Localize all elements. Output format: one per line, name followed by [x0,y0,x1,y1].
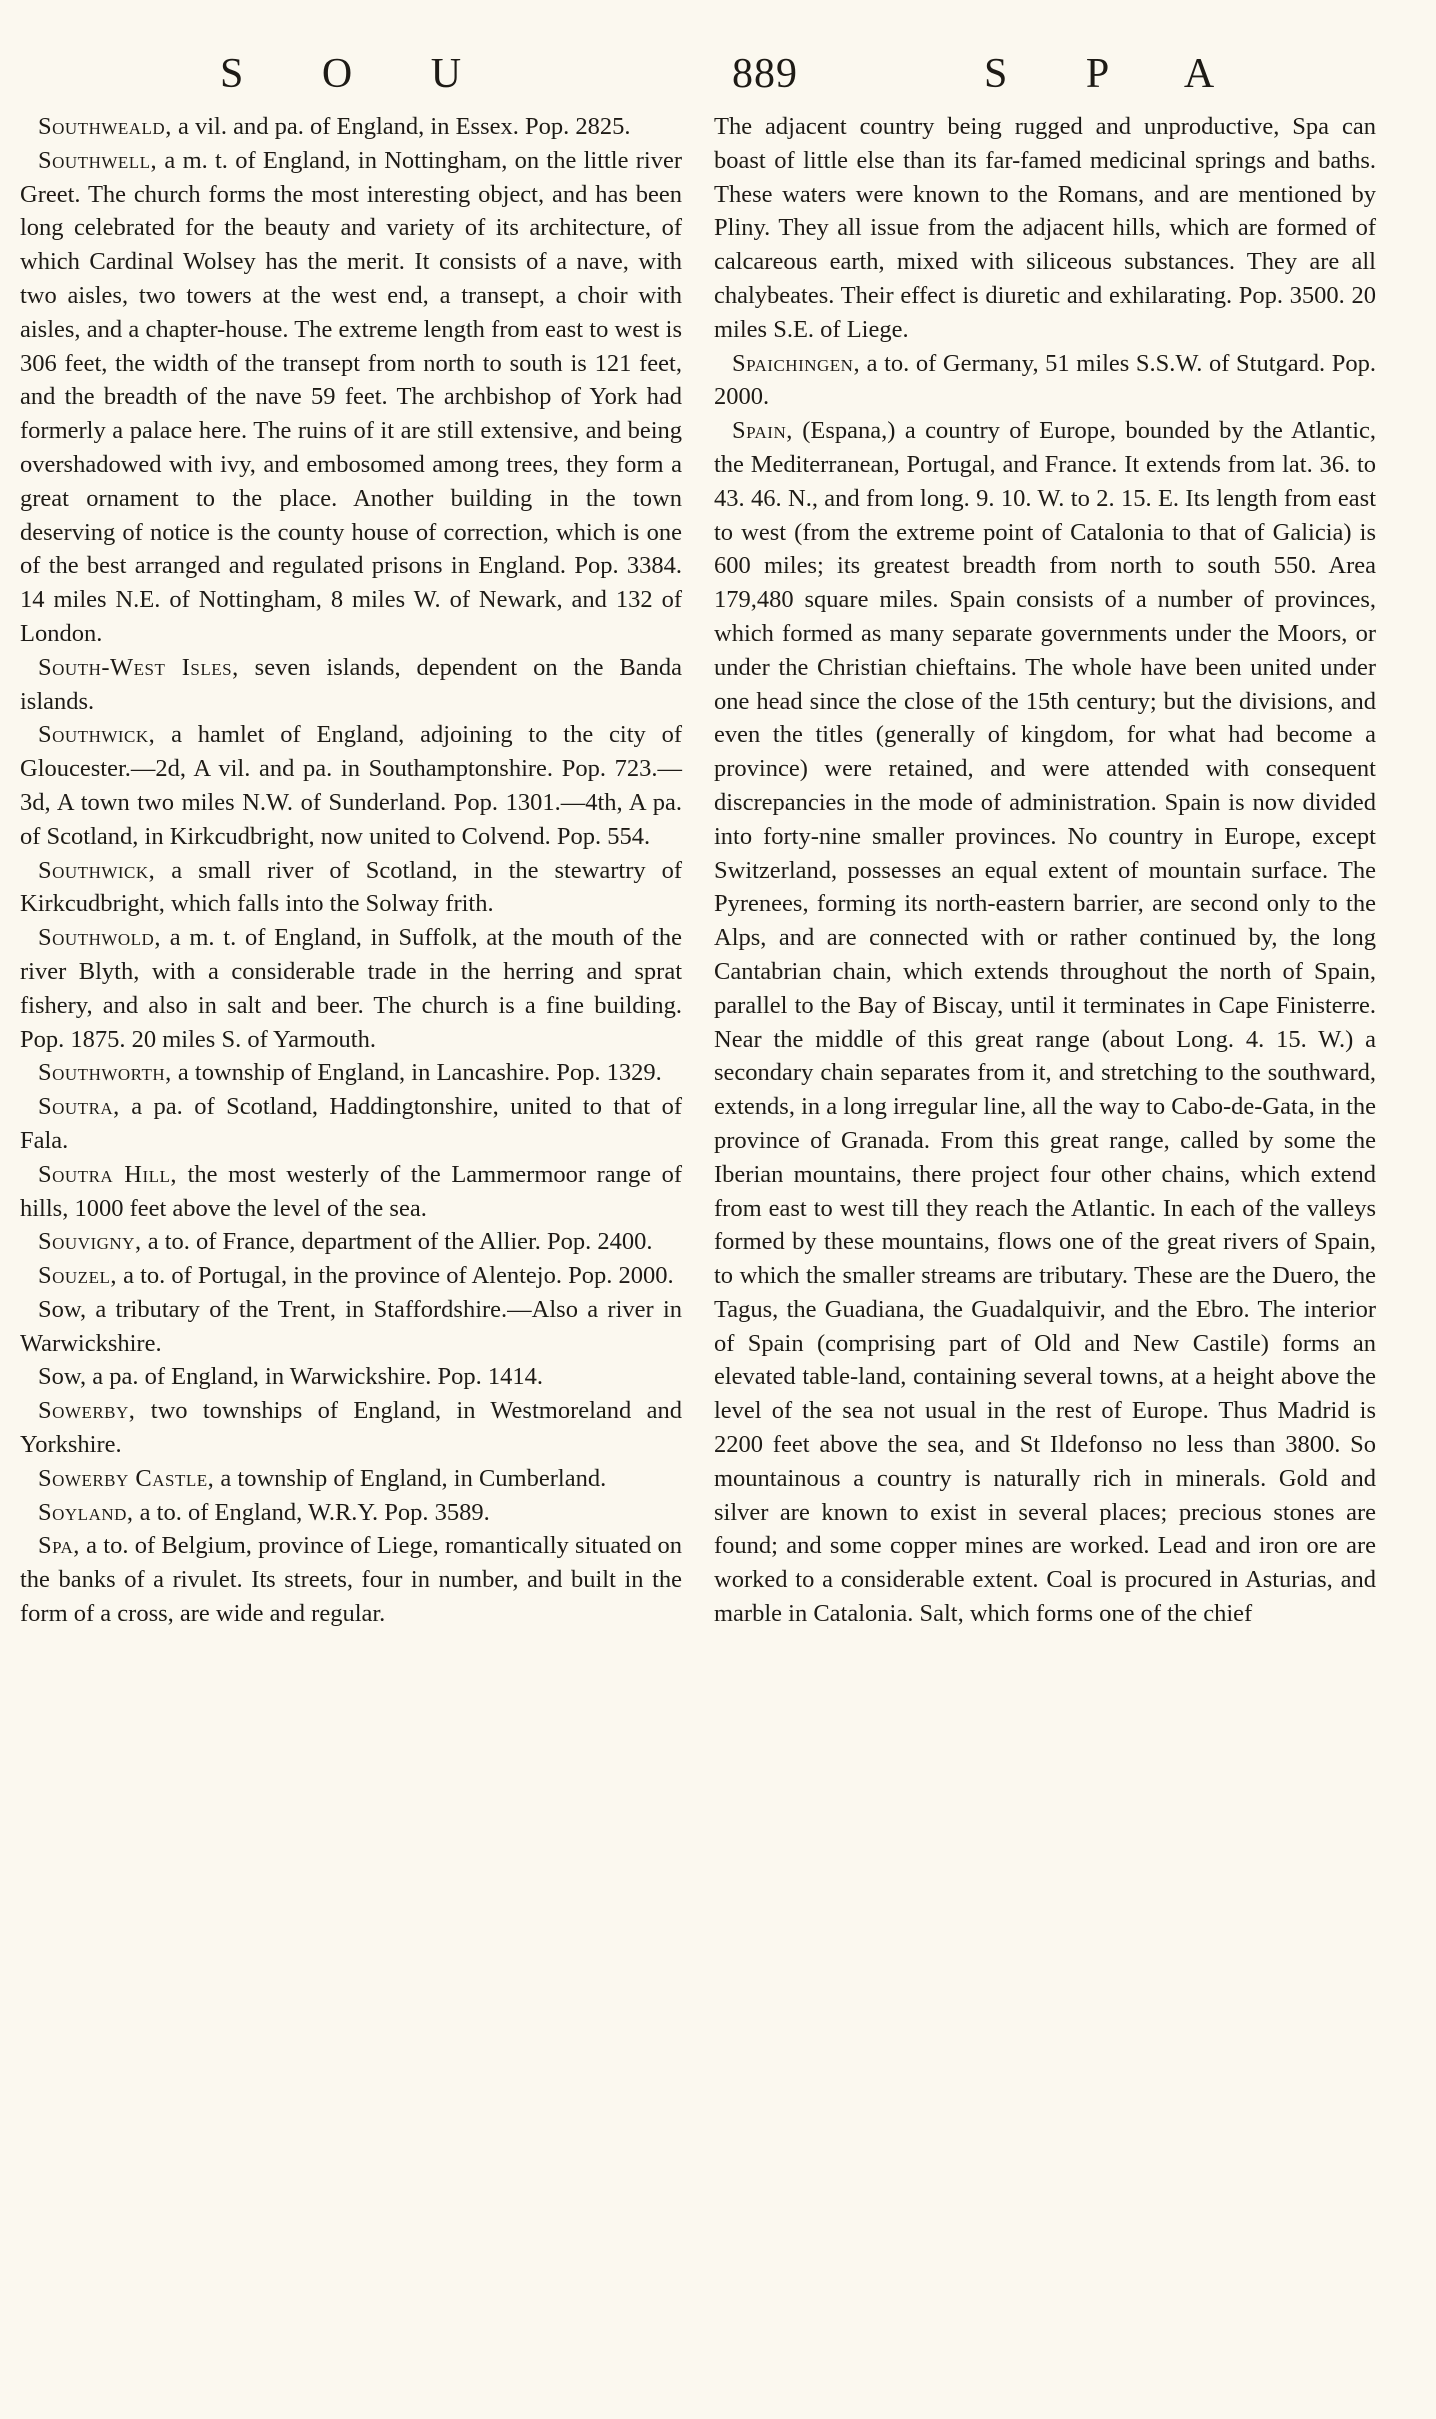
dictionary-entry [20,1496,682,1530]
entry-headword: South-West Isles, [38,653,239,681]
entry-text: a to. of Portugal, in the province of Alentejo. Pop. 2000. [116,1262,674,1290]
entry-headword: Soyland, [38,1498,134,1526]
dictionary-entry [20,854,682,922]
entry-headword: Southwick, [38,721,156,749]
entry-text: a small river of Scotland, in the stewartry of Kirkcudbright, which falls into the Solway frith. [20,856,682,918]
entry-text: two townships of England, in Westmoreland and Yorkshire. [20,1397,682,1459]
dictionary-entry [20,651,682,719]
entry-headword: Southwold, [38,924,161,952]
dictionary-entry [20,1529,682,1630]
dictionary-entry [20,1090,682,1158]
entry-text: the most westerly of the Lammermoor range of hills, 1000 feet above the level of the sea. [20,1160,682,1222]
entry-text: a township of England, in Cumberland. [214,1464,607,1492]
entry-text: a to. of France, department of the Allier. Pop. 2400. [141,1228,653,1256]
entry-text: Sow, a tributary of the Trent, in Staffordshire.—Also a river in Warwickshire. [20,1295,682,1357]
right-column [714,110,1376,1631]
running-head [72,50,1376,110]
entry-headword: Southwick, [38,856,156,884]
entry-text: a m. t. of England, in Suffolk, at the mouth of the river Blyth, with a considerable trade in the herring and sprat fishery, and also in salt and beer. The church is a fine building. Pop. 1875. 20 miles S. of Yarmouth. [20,924,682,1053]
entry-text: (Espana,) a country of Europe, bounded by the Atlantic, the Mediterranean, Portugal, and France. It extends from lat. 36. to 43. 46. N., and from long. 9. 10. W. to 2. 15. E. Its length from east to west (from the extreme point of Catalonia to that of Galicia) is 600 miles; its greatest breadth from north to south 550. Area 179,480 square miles. Spain consists of a number of provinces, which formed as many separate governments under the Moors, or under the Christian chieftains. The whole have been united under one head since the close of the 15th century; but the divisions, and even the titles (generally of kingdom, for what had become a province) were retained, and were attended with consequent discrepancies in the mode of administration. Spain is now divided into forty-nine smaller provinces. No country in Europe, except Switzerland, possesses an equal extent of mountain surface. The Pyrenees, forming its north-eastern barrier, are second only to the Alps, and are connected with or rather continued by, the long Cantabrian chain, which extends throughout the north of Spain, parallel to the Bay of Biscay, until it terminates in Cape Finisterre. Near the middle of this great range (about Long. 4. 15. W.) a secondary chain separates from it, and stretching to the southward, extends, in a long irregular line, all the way to Cabo-de-Gata, in the province of Granada. From this great range, called by some the Iberian mountains, there project four other chains, which extend from east to west till they reach the Atlantic. In each of the valleys formed by these mountains, flows one of the great rivers of Spain, to which the smaller streams are tributary. These are the Duero, the Tagus, the Guadiana, the Guadalquivir, and the Ebro. The interior of Spain (comprising part of Old and New Castile) forms an elevated table-land, containing several towns, at a height above the level of the sea not usual in the rest of Europe. Thus Madrid is 2200 feet above the sea, and St Ildefonso no less than 3800. So mountainous a country is naturally rich in minerals. Gold and silver are known to exist in several places; precious stones are found; and some copper mines are worked. Lead and iron ore are worked to a considerable extent. Coal is procured in Asturias, and marble in Catalonia. Salt, which forms one of the chief [714,417,1376,1628]
dictionary-entry [714,110,1376,347]
entry-headword: Souvigny, [38,1228,142,1256]
dictionary-entry [20,1259,682,1293]
dictionary-entry [714,414,1376,1631]
entry-headword: Southwell, [38,146,158,174]
dictionary-entry [20,144,682,651]
entry-text: a hamlet of England, adjoining to the city of Gloucester.—2d, A vil. and pa. in Southamptonshire. Pop. 723.—3d, A town two miles N.W. of Sunderland. Pop. 1301.—4th, A pa. of Scotland, in Kirkcudbright, now united to Colvend. Pop. 554. [20,721,682,850]
entry-text: a township of England, in Lancashire. Pop. 1329. [171,1059,662,1087]
dictionary-entry [20,1462,682,1496]
dictionary-entry [20,1293,682,1361]
entry-text: a vil. and pa. of England, in Essex. Pop. 2825. [171,113,631,140]
dictionary-entry [20,1360,682,1394]
dictionary-entry [20,1158,682,1226]
dictionary-entry [20,921,682,1056]
dictionary-entry [20,110,682,144]
running-head-right: S P A [984,51,1229,97]
entry-text: a to. of England, W.R.Y. Pop. 3589. [133,1498,490,1526]
dictionary-entry [20,718,682,853]
dictionary-entry [20,1056,682,1090]
dictionary-entry [20,1394,682,1462]
entry-headword: Southworth, [38,1059,172,1087]
entry-headword: Spa, [38,1532,80,1560]
page-number: 889 [732,51,798,97]
entry-text: a to. of Germany, 51 miles S.S.W. of Stutgard. Pop. 2000. [714,349,1376,411]
entry-headword: Spain, [732,417,793,445]
entry-headword: Soutra Hill, [38,1160,177,1188]
running-head-left: S O U [220,51,476,97]
entry-headword: Soutra, [38,1093,120,1121]
entry-text: The adjacent country being rugged and unproductive, Spa can boast of little else than its far-famed medicinal springs and baths. These waters were known to the Romans, and are mentioned by Pliny. They all issue from the adjacent hills, which are formed of calcareous earth, mixed with siliceous substances. They are all chalybeates. Their effect is diuretic and exhilarating. Pop. 3500. 20 miles S.E. of Liege. [714,113,1376,343]
entry-text: a to. of Belgium, province of Liege, romantically situated on the banks of a rivulet. Its streets, four in number, and built in the form of a cross, are wide and regular. [20,1532,682,1628]
entry-text: seven islands, dependent on the Banda islands. [20,653,683,715]
entry-headword: Sowerby Castle, [38,1464,215,1492]
entry-text: a m. t. of England, in Nottingham, on the little river Greet. The church forms the most interesting object, and has been long celebrated for the beauty and variety of its architecture, of which Cardinal Wolsey has the merit. It consists of a nave, with two aisles, two towers at the west end, a transept, a choir with aisles, and a chapter-house. The extreme length from east to west is 306 feet, the width of the transept from north to south is 121 feet, and the breadth of the nave 59 feet. The archbishop of York had formerly a palace here. The ruins of it are still extensive, and being overshadowed with ivy, and embosomed among trees, they form a great ornament to the place. Another building in the town deserving of notice is the county house of correction, which is one of the best arranged and regulated prisons in England. Pop. 3384. 14 miles N.E. of Nottingham, 8 miles W. of Newark, and 132 of London. [20,146,682,647]
entry-headword: Southweald, [38,113,172,140]
entry-text: a pa. of Scotland, Haddingtonshire, united to that of Fala. [20,1093,682,1154]
text-columns [20,110,1376,1631]
entry-text: Sow, a pa. of England, in Warwickshire. Pop. 1414. [38,1363,543,1391]
entry-headword: Sowerby, [38,1397,136,1425]
dictionary-entry [20,1225,682,1259]
entry-headword: Souzel, [38,1262,117,1290]
entry-headword: Spaichingen, [732,349,861,377]
left-column [20,110,682,1631]
dictionary-entry [714,347,1376,415]
